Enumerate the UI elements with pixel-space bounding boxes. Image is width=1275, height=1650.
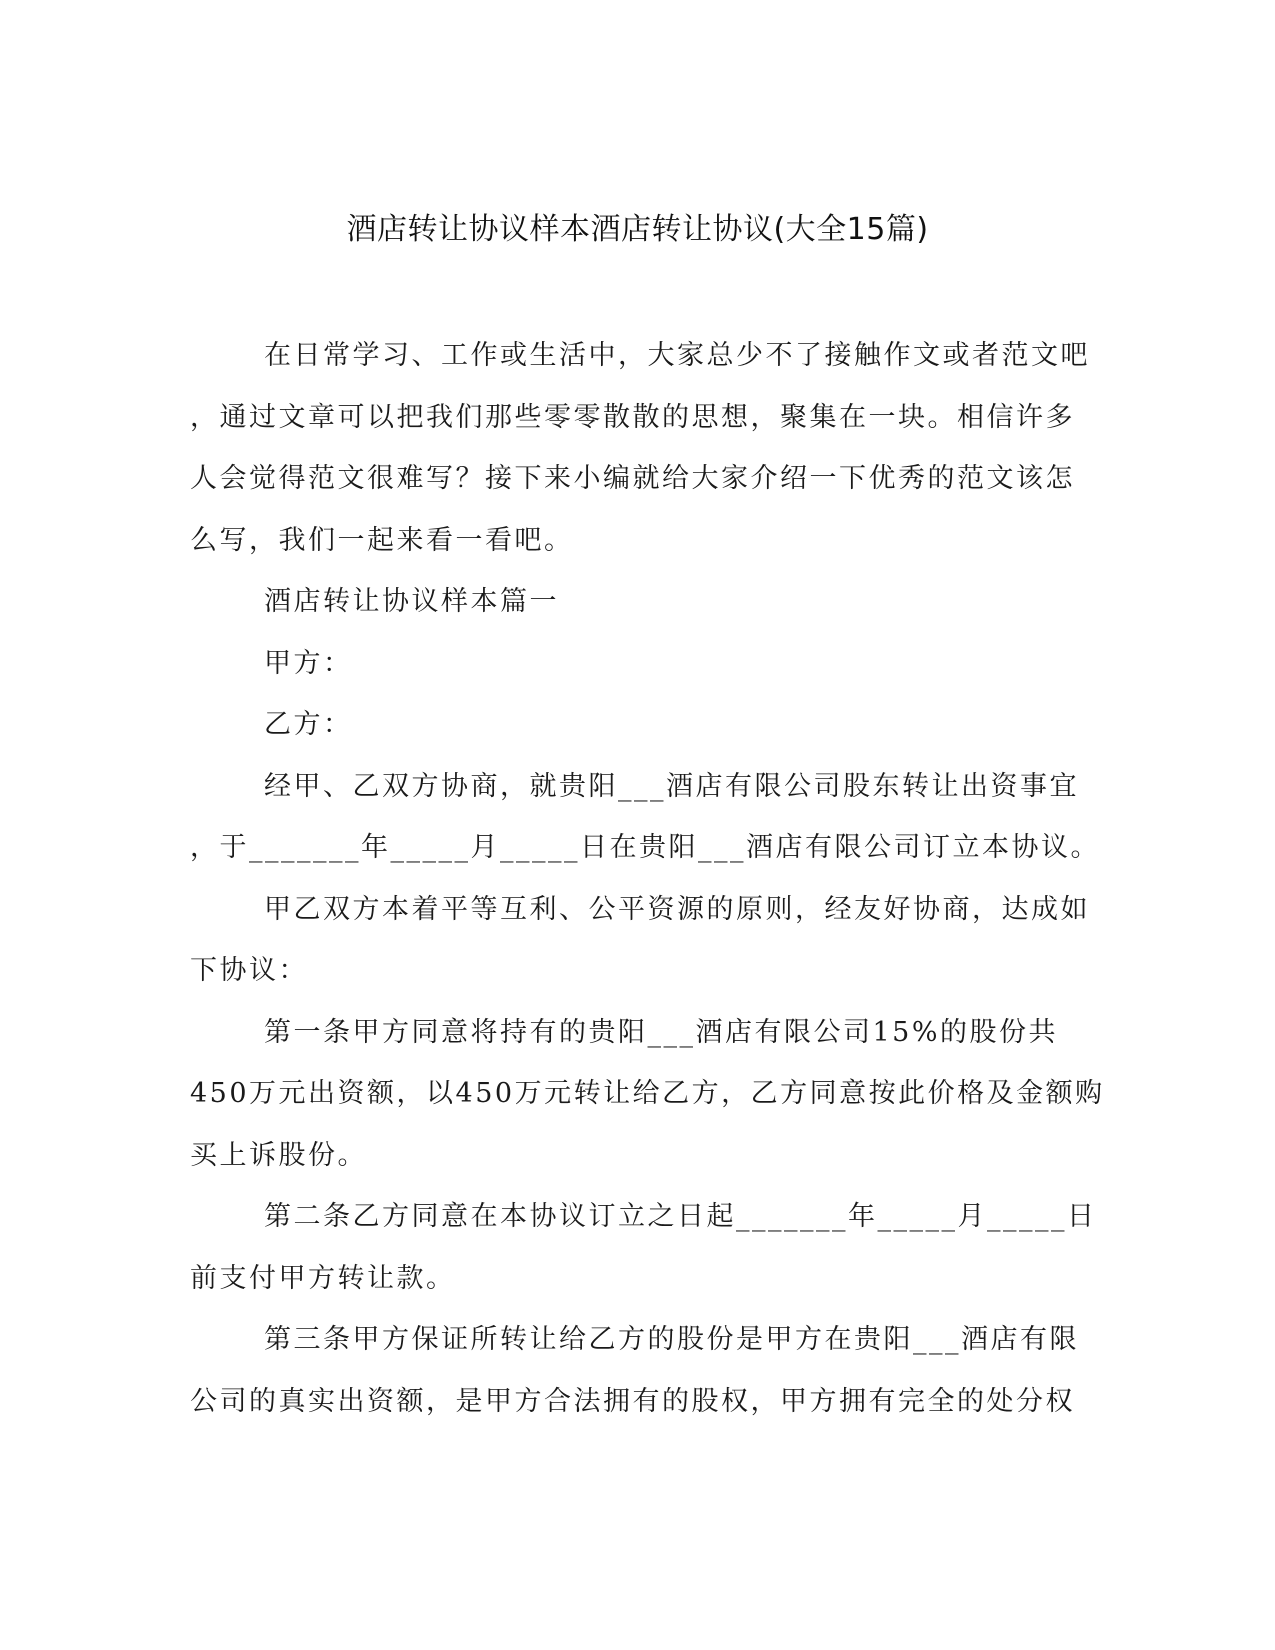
- clause-1-line: 第一条甲方同意将持有的贵阳___酒店有限公司15%的股份共: [264, 1016, 1059, 1048]
- clause-3-line: 第三条甲方保证所转让给乙方的股份是甲方在贵阳___酒店有限: [264, 1324, 1079, 1355]
- body-line: 下协议：: [190, 955, 308, 986]
- clause-1-line: 买上诉股份。: [190, 1139, 367, 1171]
- body-line: 在日常学习、工作或生活中，大家总少不了接触作文或者范文吧: [264, 340, 1090, 371]
- clause-3-line: 公司的真实出资额，是甲方合法拥有的股权，甲方拥有完全的处分权: [190, 1385, 1075, 1417]
- document-body: [190, 325, 1105, 1432]
- party-b-label: 乙方：: [264, 709, 353, 740]
- clause-2-line: 第二条乙方同意在本协议订立之日起_______年_____月_____日: [264, 1201, 1097, 1232]
- body-line: 么写，我们一起来看一看吧。: [190, 524, 574, 556]
- clause-2-line: 前支付甲方转让款。: [190, 1262, 456, 1294]
- body-line: 甲乙双方本着平等互利、公平资源的原则，经友好协商，达成如: [264, 893, 1090, 925]
- party-a-label: 甲方：: [264, 647, 353, 679]
- body-line: 人会觉得范文很难写？接下来小编就给大家介绍一下优秀的范文该怎: [190, 463, 1075, 494]
- clause-1-line: 450万元出资额，以450万元转让给乙方，乙方同意按此价格及金额购: [190, 1078, 1105, 1109]
- document-title: 酒店转让协议样本酒店转让协议(大全15篇): [346, 212, 929, 247]
- body-line: ，通过文章可以把我们那些零零散散的思想，聚集在一块。相信许多: [190, 401, 1075, 433]
- body-line: ，于_______年_____月_____日在贵阳___酒店有限公司订立本协议。: [190, 832, 1100, 863]
- section-heading: 酒店转让协议样本篇一: [264, 586, 559, 617]
- body-line: 经甲、乙双方协商，就贵阳___酒店有限公司股东转让出资事宜: [264, 770, 1079, 802]
